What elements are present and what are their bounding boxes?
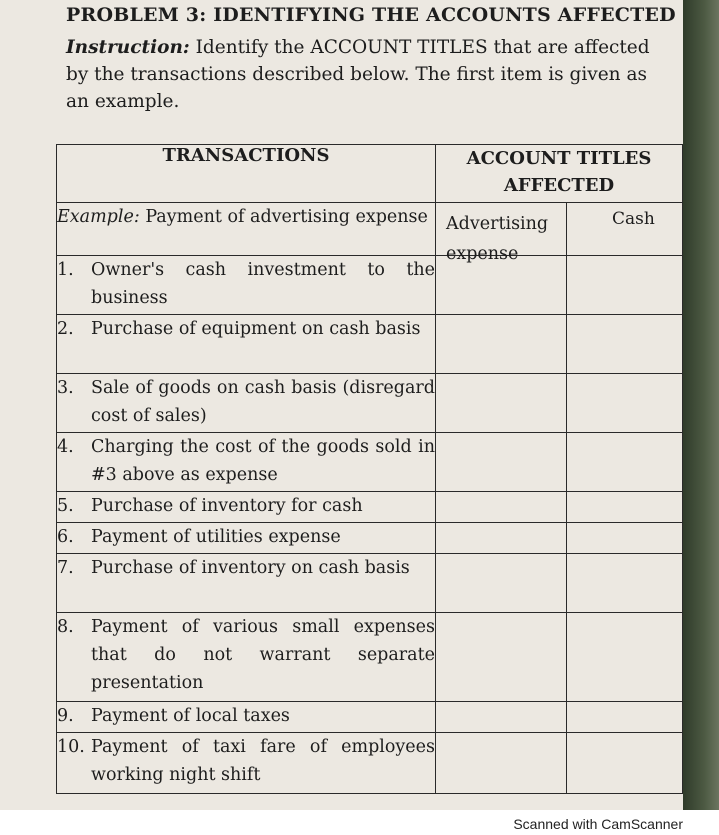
example-debit-account: Advertising expense xyxy=(446,214,549,264)
answer-divider xyxy=(566,374,567,432)
transaction-cell xyxy=(57,554,436,613)
table-row xyxy=(57,433,683,492)
transaction-cell xyxy=(57,315,436,374)
item-text: Payment of various small expenses that do not warrant separate presentation xyxy=(91,617,435,693)
item-text: Sale of goods on cash basis (disregard cost of sales) xyxy=(91,378,435,426)
item-text: Payment of local taxes xyxy=(91,706,290,726)
answer-cell[interactable] xyxy=(436,554,683,613)
answer-divider xyxy=(566,733,567,793)
instruction-label: Instruction: xyxy=(66,37,190,58)
item-number: 4. xyxy=(57,437,74,457)
table-row xyxy=(57,733,683,794)
item-text: Owner's cash investment to the business xyxy=(91,260,435,308)
page-title: PROBLEM 3: IDENTIFYING THE ACCOUNTS AFFECTED xyxy=(66,4,676,26)
item-number: 5. xyxy=(57,496,74,516)
example-divider xyxy=(566,203,567,255)
scanner-watermark: Scanned with CamScanner xyxy=(513,816,683,832)
transaction-cell xyxy=(57,733,436,794)
answer-cell[interactable] xyxy=(436,315,683,374)
transaction-cell xyxy=(57,492,436,523)
item-text: Payment of utilities expense xyxy=(91,527,341,547)
header-transactions: TRANSACTIONS xyxy=(57,145,436,203)
item-number: 7. xyxy=(57,558,74,578)
scan-edge-shadow xyxy=(683,0,719,810)
transaction-cell xyxy=(57,613,436,702)
answer-cell[interactable] xyxy=(436,523,683,554)
table-row xyxy=(57,702,683,733)
transaction-cell xyxy=(57,433,436,492)
item-text: Charging the cost of the goods sold in #3 above as expense xyxy=(91,437,435,485)
answer-cell[interactable] xyxy=(436,256,683,315)
item-number: 10. xyxy=(57,737,85,757)
item-text: Purchase of inventory for cash xyxy=(91,496,363,516)
accounts-table xyxy=(56,144,683,794)
table-row xyxy=(57,523,683,554)
answer-cell[interactable] xyxy=(436,433,683,492)
item-number: 2. xyxy=(57,319,74,339)
answer-cell[interactable] xyxy=(436,613,683,702)
answer-divider xyxy=(566,554,567,612)
transaction-cell xyxy=(57,702,436,733)
header-account-titles: ACCOUNT TITLES AFFECTED xyxy=(436,145,683,203)
answer-divider xyxy=(566,613,567,701)
item-number: 3. xyxy=(57,378,74,398)
table-row xyxy=(57,554,683,613)
transaction-cell xyxy=(57,256,436,315)
example-row xyxy=(57,203,683,256)
transaction-cell xyxy=(57,523,436,554)
table-header-row xyxy=(57,145,683,203)
table-row xyxy=(57,613,683,702)
answer-cell[interactable] xyxy=(436,374,683,433)
item-number: 1. xyxy=(57,260,74,280)
example-transaction xyxy=(57,203,436,256)
answer-divider xyxy=(566,256,567,314)
example-answer-cell xyxy=(436,203,683,264)
item-number: 6. xyxy=(57,527,74,547)
table-row xyxy=(57,256,683,315)
example-text: Payment of advertising expense xyxy=(145,207,428,227)
transaction-cell xyxy=(57,374,436,433)
scanner-footer xyxy=(0,810,719,835)
item-number: 9. xyxy=(57,706,74,726)
answer-cell[interactable] xyxy=(436,492,683,523)
example-credit-account: Cash xyxy=(612,209,655,229)
instruction-text: Identify the ACCOUNT TITLES that are affected by the transactions described below. The first item is given as an example. xyxy=(66,37,650,112)
answer-cell[interactable] xyxy=(436,733,683,794)
instruction-paragraph xyxy=(66,34,666,115)
item-text: Purchase of inventory on cash basis xyxy=(91,558,410,578)
answer-cell[interactable] xyxy=(436,702,683,733)
item-text: Payment of taxi fare of employees working night shift xyxy=(91,737,435,785)
answer-divider xyxy=(566,315,567,373)
answer-divider xyxy=(566,492,567,522)
item-number: 8. xyxy=(57,617,74,637)
table-row xyxy=(57,315,683,374)
table-row xyxy=(57,374,683,433)
answer-divider xyxy=(566,433,567,491)
answer-divider xyxy=(566,702,567,732)
answer-divider xyxy=(566,523,567,553)
example-label: Example: xyxy=(57,207,140,227)
table-row xyxy=(57,492,683,523)
item-text: Purchase of equipment on cash basis xyxy=(91,319,421,339)
